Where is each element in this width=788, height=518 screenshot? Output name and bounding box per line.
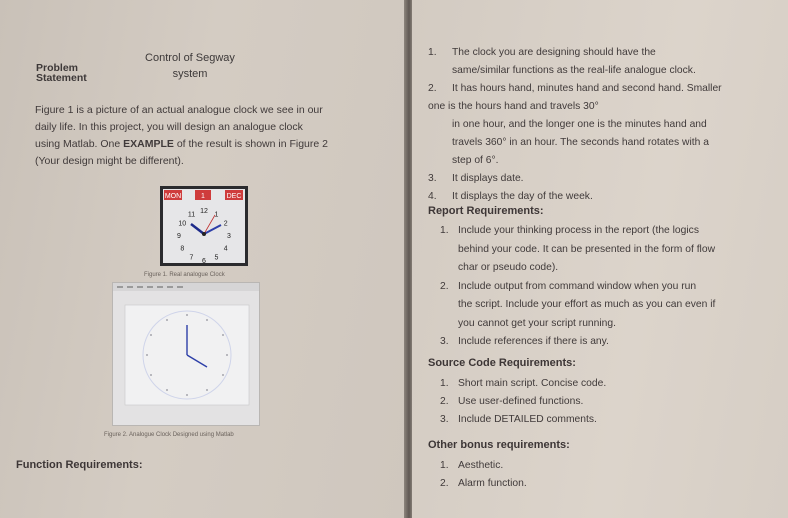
report-requirements-heading: Report Requirements:: [428, 205, 544, 217]
list-item-number: 3.: [428, 173, 437, 184]
clock-numeral: 9: [177, 233, 181, 240]
list-item-text: Aesthetic.: [458, 460, 504, 471]
list-item-number: 2.: [440, 478, 449, 489]
clock-photo: [160, 186, 248, 266]
problem-statement-label: Problem Statement: [36, 62, 87, 84]
figure2-caption: Figure 2. Analogue Clock Designed using Matlab: [104, 432, 234, 438]
list-item-text: in one hour, and the longer one is the minutes hand and: [452, 119, 707, 130]
intro-text: using Matlab. One: [35, 138, 124, 150]
list-item-number: 4.: [428, 191, 437, 202]
list-item-text: It has hours hand, minutes hand and second hand. Smaller: [452, 83, 722, 94]
list-item-text: you cannot get your script running.: [458, 317, 616, 329]
list-item-number: 1.: [440, 225, 449, 236]
list-item-text: Use user-defined functions.: [458, 396, 584, 407]
intro-line: (Your design might be different).: [35, 155, 184, 167]
source-code-requirements-heading: Source Code Requirements:: [428, 357, 576, 369]
clock-numeral: 3: [227, 233, 231, 240]
list-item-number: 3.: [440, 336, 449, 347]
bonus-requirements-heading: Other bonus requirements:: [428, 439, 570, 451]
list-item-number: 1.: [440, 460, 449, 471]
list-item-number: 1.: [428, 47, 437, 58]
list-item-number: 2.: [440, 396, 449, 407]
figure1-caption: Figure 1. Real analogue Clock: [144, 272, 225, 278]
list-item-text: travels 360° in an hour. The seconds hand rotates with a: [452, 137, 709, 148]
list-item-text: one is the hours hand and travels 30°: [428, 101, 599, 112]
hour-hand: [191, 224, 204, 234]
list-item-text: Short main script. Concise code.: [458, 378, 607, 389]
list-item-text: behind your code. It can be presented in the form of flow: [458, 243, 716, 255]
right-page: [412, 0, 788, 518]
intro-text: of the result is shown in Figure 2: [173, 138, 328, 150]
list-item-text: the script. Include your effort as much as you can even if: [458, 299, 716, 310]
intro-line: Figure 1 is a picture of an actual analogue clock we see in our: [35, 104, 323, 116]
matlab-figure: [112, 282, 260, 426]
clock-numeral: 1: [214, 211, 219, 219]
figure-toolbar: [113, 283, 259, 291]
intro-line: [35, 136, 328, 153]
clock-numeral: 11: [187, 211, 196, 219]
hand-pivot: [202, 232, 206, 236]
list-item-text: It displays date.: [452, 173, 524, 184]
function-requirements-heading: Function Requirements:: [16, 459, 143, 471]
list-item-text: Include your thinking process in the report (the logics: [458, 225, 699, 236]
clock-numeral: 8: [180, 245, 185, 253]
clock-numeral: 6: [202, 258, 206, 263]
month-label: DEC: [226, 193, 242, 200]
clock-numeral: 10: [178, 220, 187, 228]
clock-numeral: 7: [189, 254, 194, 262]
intro-line: daily life. In this project, you will design an analogue clock: [35, 121, 303, 133]
date-label: 1: [201, 193, 205, 200]
list-item-text: The clock you are designing should have the: [452, 47, 656, 58]
list-item-text: It displays the day of the week.: [452, 191, 593, 202]
clock-numeral: 12: [200, 208, 208, 215]
list-item-text: char or pseudo code).: [458, 262, 559, 273]
day-label: MON: [164, 193, 182, 200]
document-title: Control of Segway system: [145, 52, 235, 80]
list-item-number: 3.: [440, 414, 449, 425]
list-item-number: 2.: [440, 280, 449, 292]
list-item-text: same/similar functions as the real-life analogue clock.: [452, 65, 696, 76]
clock-numeral: 4: [223, 245, 228, 253]
list-item-number: 2.: [428, 83, 437, 94]
list-item-text: Include DETAILED comments.: [458, 414, 597, 425]
list-item-text: Alarm function.: [458, 478, 527, 489]
list-item-number: 1.: [440, 378, 449, 389]
clock-numeral: 2: [223, 220, 228, 228]
emphasis-text: EXAMPLE: [123, 138, 174, 150]
list-item-text: Include output from command window when you run: [458, 280, 697, 292]
list-item-text: step of 6°.: [452, 155, 499, 166]
clock-numeral: 5: [214, 254, 219, 262]
list-item-text: Include references if there is any.: [458, 336, 609, 347]
